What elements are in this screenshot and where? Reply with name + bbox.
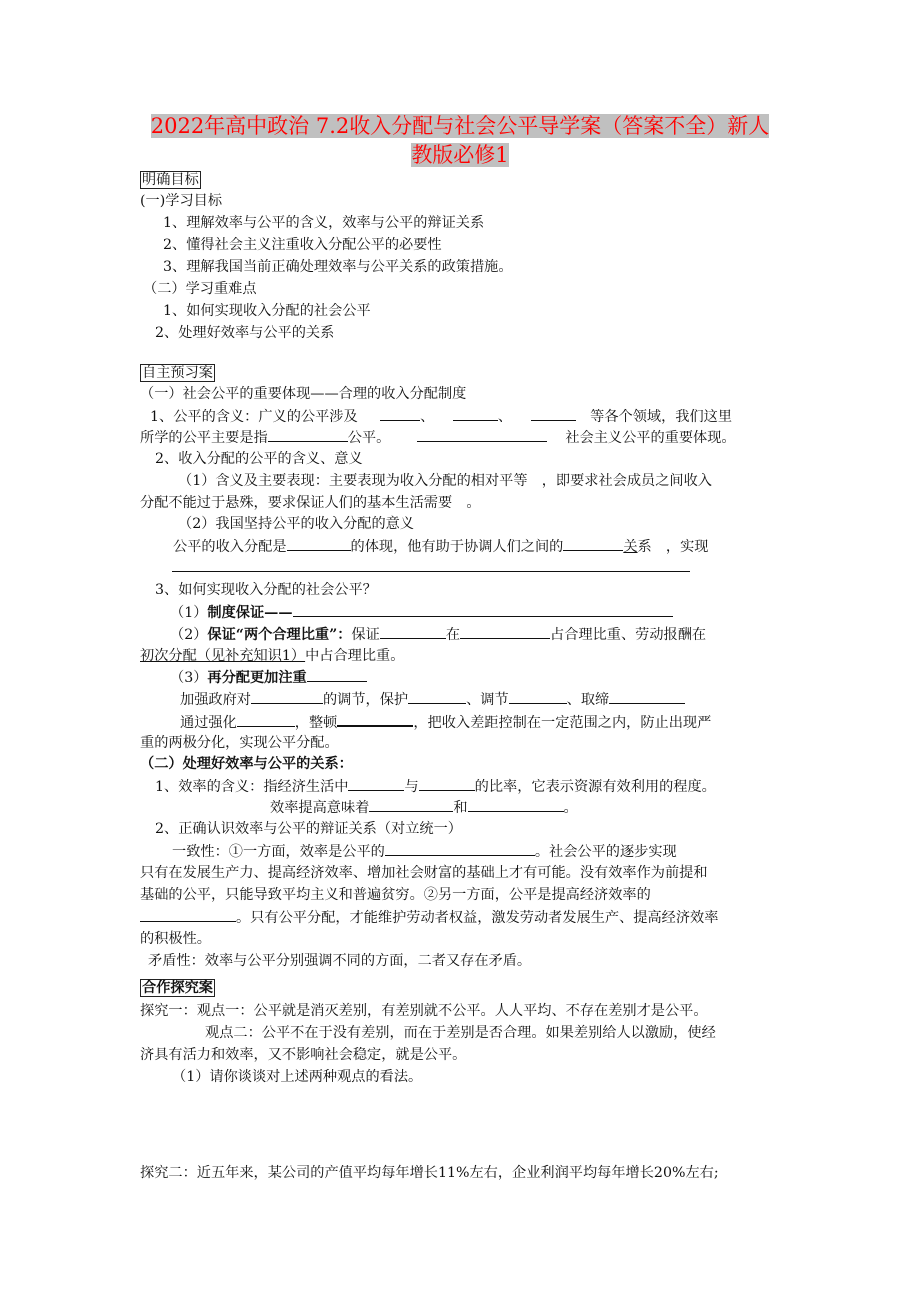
- question-1-line-2: 所学的公平主要是指 公平。 社会主义公平的重要体现。: [140, 427, 736, 448]
- blank[interactable]: [453, 406, 498, 421]
- preview-part-1: （一）社会公平的重要体现——合理的收入分配制度: [140, 386, 467, 402]
- blank[interactable]: [417, 427, 547, 442]
- consistency-line-5: 的积极性。: [140, 931, 211, 947]
- question-2-1-line-2: 分配不能过于悬殊，要求保证人们的基本生活需要 。: [140, 495, 481, 511]
- question-3: 3、如何实现收入分配的社会公平？: [155, 582, 377, 598]
- question-2-2-answer: 公平的收入分配是 的体现，他有助于协调人们之间的 关系 ，实现: [173, 536, 709, 557]
- blank[interactable]: [509, 689, 567, 704]
- section-heading-preview: 自主预习案: [142, 365, 213, 381]
- consistency-line-3: 基础的公平，只能导致平均主义和普遍贫穷。②另一方面，公平是提高经济效率的: [140, 887, 651, 903]
- key-point-item: 1、如何实现收入分配的社会公平: [163, 303, 371, 319]
- question-2-2: （2）我国坚持公平的收入分配的意义: [178, 516, 415, 532]
- consistency-line-1: 一致性：①一方面，效率是公平的 。社会公平的逐步实现: [172, 841, 677, 862]
- blank[interactable]: [337, 711, 413, 727]
- key-point-item: 2、处理好效率与公平的关系: [155, 325, 335, 341]
- blank[interactable]: [369, 797, 453, 812]
- blank[interactable]: [237, 712, 295, 727]
- blank[interactable]: [385, 841, 535, 856]
- question-3-3-b: 通过强化 ，整顿 ，把收入差距控制在一定范围之内，防止出现严: [180, 711, 711, 733]
- goal-item: 3、理解我国当前正确处理效率与公平关系的政策措施。: [163, 259, 513, 275]
- blank[interactable]: [408, 689, 466, 704]
- question-3-3-a: 加强政府对 的调节，保护 、调节 、取缔: [180, 689, 685, 710]
- efficiency-q1-b: 效率提高意味着 和 。: [270, 797, 578, 818]
- blank[interactable]: [293, 602, 673, 617]
- question-2: 2、收入分配的公平的含义、意义: [155, 451, 363, 467]
- question-3-2: （2）保证“两个合理比重”：保证 在 占合理比重、劳动报酬在: [170, 624, 706, 645]
- efficiency-q2: 2、正确认识效率与公平的辩证关系（对立统一）: [155, 821, 462, 837]
- question-2-1-line-1: （1）含义及主要表现：主要表现为收入分配的相对平等 ，即要求社会成员之间收入: [178, 473, 712, 489]
- question-3-3-c: 重的两极分化，实现公平分配。: [140, 735, 339, 751]
- blank[interactable]: [419, 776, 475, 791]
- question-3-3: （3）再分配更加注重: [170, 667, 367, 688]
- blank[interactable]: [140, 907, 236, 922]
- blank[interactable]: [563, 536, 623, 551]
- explore-1-line-1: 探究一：观点一：公平就是消灭差别，有差别就不公平。人人平均、不存在差别才是公平。: [140, 1003, 708, 1019]
- blank[interactable]: [460, 624, 550, 639]
- title-line-1: 2022年高中政治 7.2收入分配与社会公平导学案（答案不全）新人: [150, 114, 770, 138]
- supplement-link: 初次分配（见补充知识1）: [140, 648, 306, 664]
- explore-1-line-3: 济具有活力和效率，又不影响社会稳定，就是公平。: [140, 1047, 467, 1063]
- goal-item: 2、懂得社会主义注重收入分配公平的必要性: [163, 237, 442, 253]
- section-heading-explore: 合作探究案: [142, 980, 213, 996]
- efficiency-q1: 1、效率的含义：指经济生活中 与 的比率，它表示资源有效利用的程度。: [155, 776, 716, 797]
- document-title: [120, 112, 800, 170]
- consistency-line-4: 。只有公平分配，才能维护劳动者权益，激发劳动者发展生产、提高经济效率: [140, 907, 718, 928]
- preview-part-2: （二）处理好效率与公平的关系：: [140, 756, 353, 772]
- goal-item: 1、理解效率与公平的含义，效率与公平的辩证关系: [163, 215, 485, 231]
- explore-1-line-2: 观点二：公平不在于没有差别，而在于差别是否合理。如果差别给人以激励，使经: [205, 1025, 716, 1041]
- question-3-1: （1）制度保证——: [170, 602, 673, 623]
- blank[interactable]: [348, 776, 404, 791]
- section-heading-goals: 明确目标: [142, 172, 199, 188]
- goals-subheading-1: (一)学习目标: [140, 193, 223, 209]
- blank[interactable]: [268, 427, 348, 442]
- explore-2-line-1: 探究二：近五年来，某公司的产值平均每年增长11%左右，企业利润平均每年增长20%左右;: [140, 1165, 719, 1181]
- blank[interactable]: [287, 536, 351, 551]
- explore-1-question: （1）请你谈谈对上述两种观点的看法。: [172, 1069, 423, 1085]
- title-line-2: 教版必修1: [411, 143, 509, 167]
- blank[interactable]: [468, 797, 564, 812]
- blank[interactable]: [531, 406, 576, 421]
- blank[interactable]: [251, 689, 323, 704]
- blank[interactable]: [380, 624, 446, 639]
- answer-line[interactable]: [172, 571, 690, 572]
- question-1-line-1: 1、公平的含义：广义的公平涉及 、 、 等各个领域，我们这里: [150, 406, 732, 427]
- consistency-line-2: 只有在发展生产力、提高经济效率、增加社会财富的基础上才有可能。没有效率作为前提和: [140, 865, 708, 881]
- goals-subheading-2: （二）学习重难点: [143, 281, 257, 297]
- blank[interactable]: [380, 406, 420, 421]
- blank[interactable]: [307, 667, 367, 682]
- contradiction-line: 矛盾性：效率与公平分别强调不同的方面，二者又存在矛盾。: [148, 953, 532, 969]
- question-3-2-cont: 初次分配（见补充知识1）中占合理比重。: [140, 648, 405, 664]
- blank[interactable]: [609, 689, 685, 704]
